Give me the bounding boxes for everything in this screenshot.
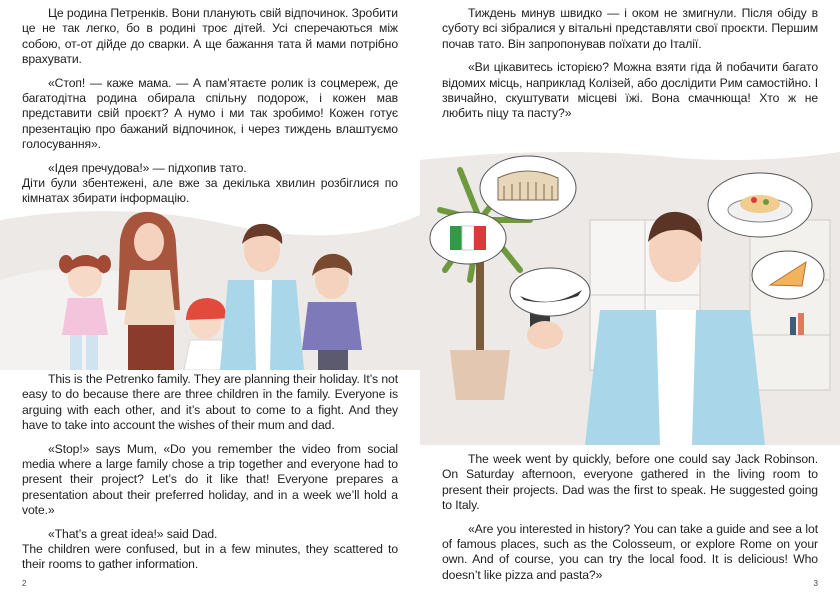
en-paragraph: This is the Petrenko family. They are planning their holiday. It’s not easy to do because there are three children in the family. Everyone is arguing with each other, and it’s about to come to a fight. And they have to take into account the wishes of their mum and dad. (22, 372, 398, 433)
en-text-block (22, 372, 398, 573)
en-paragraph: The children were confused, but in a few minutes, they scattered to their rooms to gather information. (22, 542, 398, 572)
dad-presenting-illustration (420, 150, 840, 445)
en-paragraph: «Are you interested in history? You can take a guide and see a lot of famous places, such as the Colosseum, or explore Rome on your own. And of course, you can try the local food. It is delicious! Who doesn’t like pizza and pasta?» (442, 521, 818, 582)
uk-text-block (22, 6, 398, 207)
page-number: 3 (813, 579, 818, 588)
uk-paragraph: «Ідея пречудова!» — підхопив тато. (48, 160, 247, 175)
italy-flag-bubble (430, 212, 506, 264)
page-number: 2 (22, 579, 27, 588)
colosseum-bubble (480, 156, 576, 220)
uk-paragraph: Діти були збентежені, але вже за декілька хвилин розбіглися по кімнатах збирати інформацію. (22, 176, 398, 206)
pasta-bubble (708, 173, 812, 237)
gondola-bubble (510, 268, 590, 316)
right-page (420, 0, 840, 600)
uk-paragraph: Це родина Петренків. Вони планують свій відпочинок. Зробити це не так легко, бо в родині троє дітей. Усі сперечаються між собою, от-от дійде до сварки. А ще бажання тата й мами потрібно врахувати. (22, 6, 398, 67)
en-paragraph: «Stop!» says Mum, «Do you remember the video from social media where a large family chose a trip together and everyone had to present their project? Let’s do it like that! Everyone prepares a presentation about their preferred holiday, and in a week we’ll hold a vote.» (22, 441, 398, 518)
en-paragraph: «That’s a great idea!» said Dad. (48, 526, 218, 541)
en-text-block (442, 452, 818, 583)
pizza-bubble (752, 251, 824, 299)
colosseum-icon (498, 171, 558, 200)
uk-paragraph: «Стоп! — каже мама. — А пам’ятаєте ролик із соцмереж, де багатодітна родина обирала спільну подорож, і кожен мав представити свій проєкт? А нумо і ми так зробимо! Кожен готує презентацію про бажаний відпочинок, і через тиждень влаштуємо голосування». (22, 75, 398, 152)
italy-flag-icon (450, 226, 486, 250)
uk-paragraph: Тиждень минув швидко — і оком не змигнули. Після обіду в суботу всі зібралися у вітальні представляти свої проєкти. Першим почав тато. Він запропонував поїхати до Італії. (442, 6, 818, 51)
en-paragraph: The week went by quickly, before one could say Jack Robinson. On Saturday afternoon, everyone gathered in the living room to present their projects. Dad was the first to speak. He suggested going to Italy. (442, 452, 818, 513)
family-illustration (0, 200, 420, 370)
uk-text-block (442, 6, 818, 122)
uk-paragraph: «Ви цікавитесь історією? Можна взяти гіда й побачити багато відомих місць, наприклад Колізей, або дослідити Рим самостійно. І звичайно, скуштувати місцеві їжі. Вона смачнюща! Хто ж не любить піцу та пасту?» (442, 60, 818, 121)
